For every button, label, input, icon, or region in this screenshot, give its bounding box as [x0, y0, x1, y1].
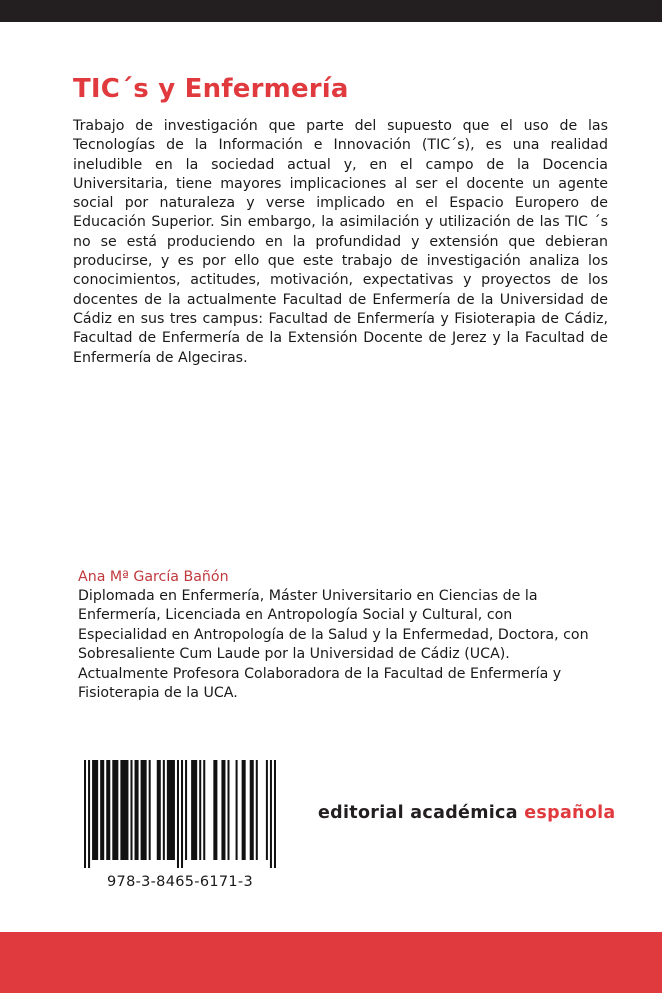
barcode-bar — [199, 760, 201, 860]
publisher-name-accent: española — [524, 803, 616, 823]
top-dark-band — [0, 0, 662, 22]
barcode-bar — [236, 760, 238, 860]
barcode-bar — [92, 760, 98, 860]
barcode-bar — [167, 760, 175, 860]
barcode-bar — [213, 760, 217, 860]
barcode-bar — [163, 760, 165, 860]
barcode-bar — [141, 760, 147, 860]
barcode — [84, 760, 276, 868]
publisher-logo — [318, 800, 616, 826]
barcode-bar — [191, 760, 197, 860]
barcode-bar — [203, 760, 205, 860]
barcode-bar — [112, 760, 118, 860]
book-title: TIC´s y Enfermería — [73, 74, 349, 104]
publisher-name-main: editorial académica — [318, 803, 518, 823]
bottom-red-band — [0, 932, 662, 993]
book-abstract: Trabajo de investigación que parte del supuesto que el uso de las Tecnologías de la Información e Innovación (TIC´s), es una realidad ineludible en la sociedad actual y, en el campo de la Docencia Universitaria, tiene mayores implicaciones al ser el docente un agente social por naturaleza y verse implicado en el Espacio Europero de Educación Superior. Sin embargo, la asimilación y utilización de las TIC ´s no se está produciendo en la profundidad y extensión que debieran producirse, y es por ello que este trabajo de investigación analiza los conocimientos, actitudes, motivación, expectativas y proyectos de los docentes de la actualmente Facultad de Enfermería de la Universidad de Cádiz en sus tres campus: Facultad de Enfermería y Fisioterapia de Cádiz, Facultad de Enfermería de la Extensión Docente de Jerez y la Facultad de Enfermería de Algeciras. — [73, 118, 608, 366]
barcode-bar — [84, 760, 86, 868]
barcode-bar — [227, 760, 229, 860]
barcode-bar — [135, 760, 139, 860]
barcode-bar — [274, 760, 276, 868]
barcode-bar — [266, 760, 268, 860]
author-bio: Diplomada en Enfermería, Máster Universitario en Ciencias de la Enfermería, Licenciada en Antropología Social y Cultural, con Especialidad en Antropología de la Salud y la Enfermedad, Doctora, con Sobresaliente Cum Laude por la Universidad de Cádiz (UCA). Actualmente Profesora Colaboradora de la Facultad de Enfermería y Fisioterapia de la UCA. — [78, 588, 589, 702]
barcode-bar — [149, 760, 151, 860]
barcode-bar — [242, 760, 246, 860]
barcode-bar — [270, 760, 272, 868]
barcode-bar — [177, 760, 179, 868]
isbn-number: 978-3-8465-6171-3 — [107, 874, 253, 890]
barcode-graphic — [84, 760, 276, 868]
author-name: Ana Mª García Bañón — [78, 569, 229, 585]
barcode-bar — [130, 760, 132, 860]
barcode-bar — [250, 760, 254, 860]
barcode-bar — [106, 760, 110, 860]
barcode-bar — [120, 760, 128, 860]
barcode-bar — [256, 760, 258, 860]
barcode-bar — [100, 760, 104, 860]
barcode-bar — [88, 760, 90, 868]
barcode-bar — [157, 760, 161, 860]
barcode-bar — [221, 760, 225, 860]
barcode-bar — [181, 760, 183, 868]
barcode-bar — [185, 760, 187, 860]
